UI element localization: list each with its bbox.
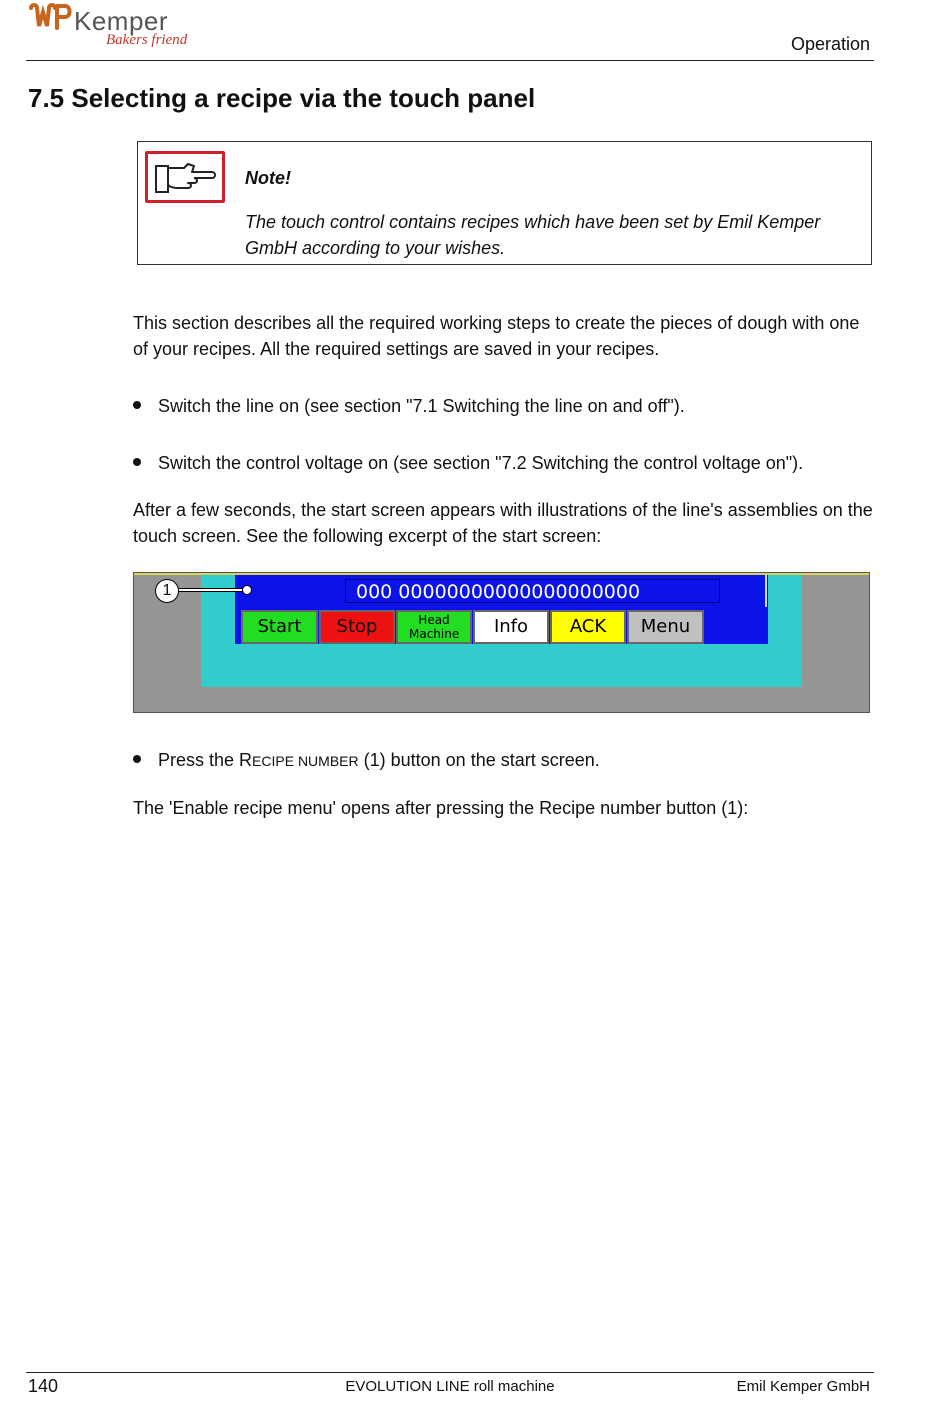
stop-button[interactable]: Stop bbox=[319, 610, 395, 644]
step-item bbox=[133, 393, 873, 419]
info-button[interactable]: Info bbox=[473, 610, 549, 644]
menu-button[interactable]: Menu bbox=[627, 610, 704, 644]
footer-title: EVOLUTION LINE roll machine bbox=[345, 1378, 555, 1395]
page-heading: 7.5 Selecting a recipe via the touch panel bbox=[28, 83, 536, 113]
press-step-item bbox=[133, 747, 873, 774]
screen-control-bar bbox=[235, 575, 768, 644]
start-button[interactable]: Start bbox=[241, 610, 318, 644]
press-step-sc-rest: ECIPE NUMBER bbox=[252, 753, 359, 769]
start-screen-excerpt bbox=[133, 572, 870, 713]
head-machine-button[interactable] bbox=[396, 610, 472, 644]
note-text: The touch control contains recipes which have been set by Emil Kemper GmbH according to your wishes. bbox=[245, 212, 821, 258]
pointing-hand-icon bbox=[145, 151, 225, 203]
callout-leader-line bbox=[179, 588, 247, 592]
ack-button[interactable]: ACK bbox=[550, 610, 626, 644]
press-step-after: (1) button on the start screen. bbox=[358, 750, 600, 770]
head-machine-label: Head Machine bbox=[409, 613, 460, 641]
logo-brand: Kemper bbox=[74, 6, 169, 36]
bullet-icon bbox=[133, 401, 141, 409]
after-paragraph: After a few seconds, the start screen appears with illustrations of the line's assemblies on the touch screen. See the following excerpt of the start screen: bbox=[133, 500, 873, 546]
step-text: Switch the line on (see section "7.1 Switching the line on and off"). bbox=[158, 396, 685, 416]
footer-divider bbox=[26, 1372, 874, 1373]
logo-tagline: Bakers friend bbox=[106, 32, 188, 48]
header-section-title: Operation bbox=[790, 34, 870, 54]
press-step-sc-initial: R bbox=[239, 750, 253, 770]
company-logo bbox=[28, 2, 188, 58]
recipe-number-button[interactable]: 000 00000000000000000000 bbox=[345, 579, 720, 603]
footer-company: Emil Kemper GmbH bbox=[736, 1378, 870, 1395]
closing-paragraph: The 'Enable recipe menu' opens after pressing the Recipe number button (1): bbox=[133, 798, 749, 818]
note-box bbox=[137, 141, 872, 265]
note-title: Note! bbox=[245, 168, 291, 188]
press-step-before: Press the bbox=[158, 750, 240, 770]
kemper-logo-icon bbox=[28, 2, 74, 36]
bullet-icon bbox=[133, 755, 141, 763]
step-item bbox=[133, 450, 873, 476]
bullet-icon bbox=[133, 458, 141, 466]
intro-paragraph: This section describes all the required working steps to create the pieces of dough with one of your recipes. All the required settings are saved in your recipes. bbox=[133, 313, 860, 359]
screen-bar-edge bbox=[765, 575, 767, 607]
page-number: 140 bbox=[28, 1376, 59, 1396]
header-divider bbox=[26, 60, 874, 61]
callout-leader-dot bbox=[242, 585, 252, 595]
step-text: Switch the control voltage on (see section "7.2 Switching the control voltage on"). bbox=[158, 453, 804, 473]
callout-marker: 1 bbox=[155, 579, 179, 603]
